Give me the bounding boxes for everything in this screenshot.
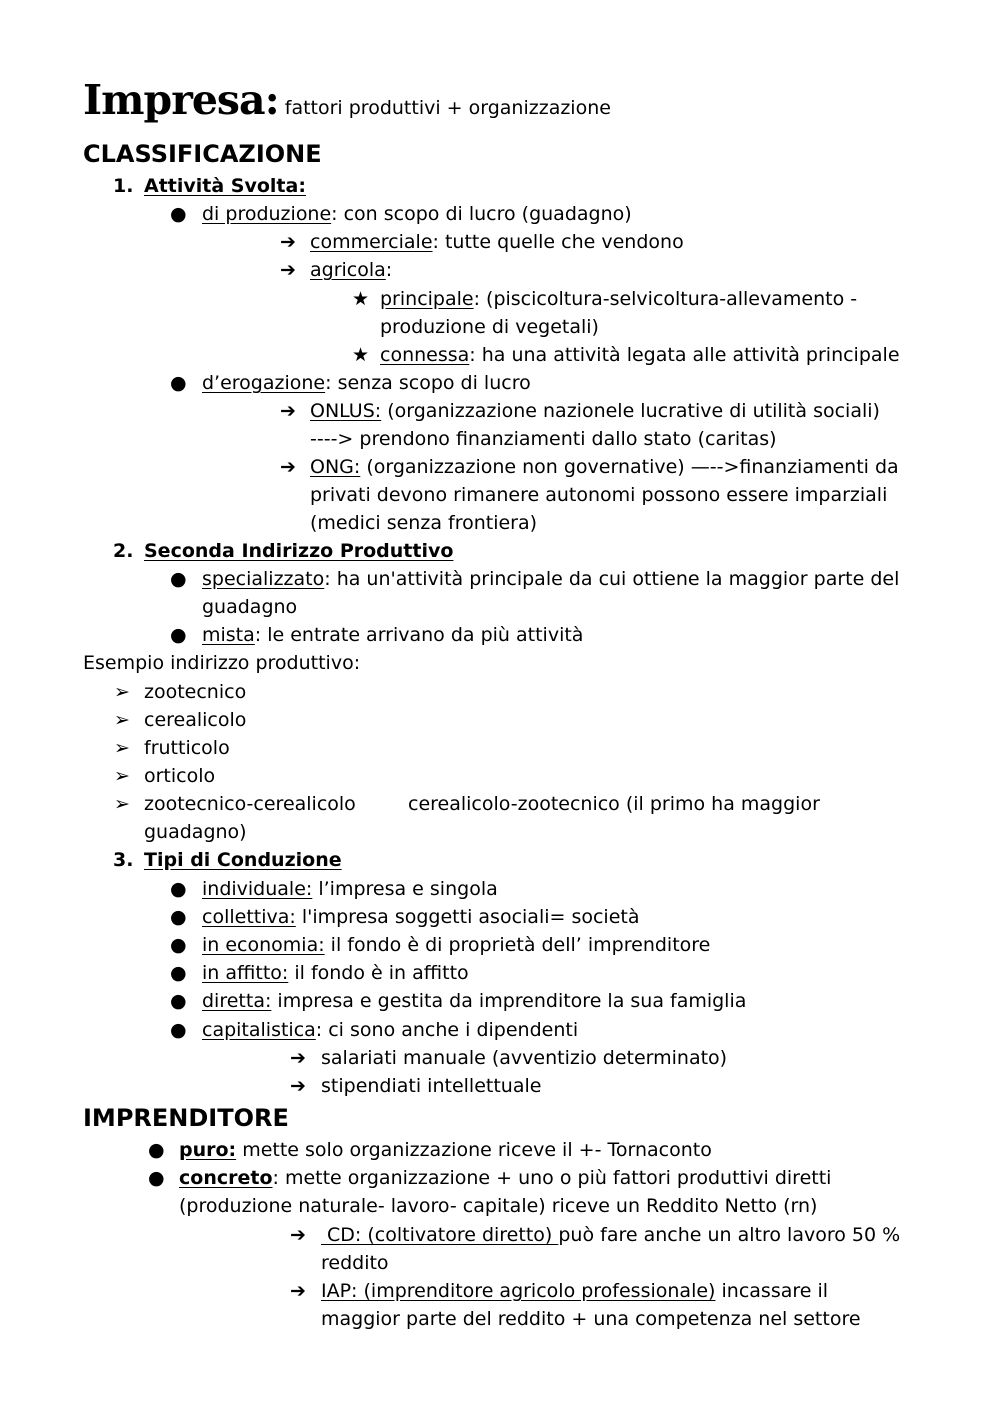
bullet-icon: ● bbox=[170, 1019, 187, 1041]
desc-affitto: il fondo è in affitto bbox=[288, 962, 469, 984]
list-number-3: 3. bbox=[113, 849, 134, 871]
arrow-icon: ➔ bbox=[290, 1280, 306, 1302]
list-item-commerciale bbox=[310, 228, 684, 256]
list-item-example: frutticolo bbox=[144, 737, 230, 759]
list-item-diretta bbox=[202, 987, 746, 1015]
term-diretta: diretta: bbox=[202, 990, 272, 1012]
term-commerciale: commerciale bbox=[310, 231, 433, 253]
list-item-stipendiati: stipendiati intellettuale bbox=[321, 1075, 542, 1097]
arrow-icon: ➔ bbox=[290, 1224, 306, 1246]
bullet-icon: ● bbox=[170, 372, 187, 394]
heading-classificazione: CLASSIFICAZIONE bbox=[83, 140, 322, 168]
desc-concreto-cont: (produzione naturale- lavoro- capitale) riceve un Reddito Netto (rn) bbox=[179, 1195, 818, 1217]
desc-cd-cont: reddito bbox=[321, 1252, 389, 1274]
list-item-principale bbox=[380, 285, 857, 313]
desc-specializzato-cont: guadagno bbox=[202, 596, 298, 618]
term-cd: CD: (coltivatore diretto) bbox=[321, 1224, 559, 1246]
list-item-ong bbox=[310, 453, 899, 481]
title-main: Impresa: bbox=[83, 76, 279, 124]
list-item-mista bbox=[202, 621, 583, 649]
section-tipi-conduzione: Tipi di Conduzione bbox=[144, 849, 342, 871]
desc-capitalistica: : ci sono anche i dipendenti bbox=[315, 1019, 579, 1041]
list-item-collettiva bbox=[202, 903, 640, 931]
term-concreto: concreto bbox=[179, 1167, 273, 1189]
desc-mista: : le entrate arrivano da più attività bbox=[254, 624, 584, 646]
list-item-economia bbox=[202, 931, 710, 959]
bullet-icon: ● bbox=[148, 1139, 165, 1161]
list-item-agricola bbox=[310, 256, 392, 284]
list-number-2: 2. bbox=[113, 540, 134, 562]
term-capitalistica: capitalistica bbox=[202, 1019, 316, 1041]
arrow-icon: ➔ bbox=[290, 1047, 306, 1069]
desc-ong: (organizzazione non governative) —-->finanziamenti da bbox=[360, 456, 899, 478]
list-item-example-c: guadagno) bbox=[144, 821, 247, 843]
list-item-erogazione bbox=[202, 369, 531, 397]
desc-onlus-cont: ----> prendono finanziamenti dallo stato (caritas) bbox=[310, 428, 777, 450]
desc-diretta: impresa e gestita da imprenditore la sua famiglia bbox=[271, 990, 747, 1012]
term-individuale: individuale: bbox=[202, 878, 313, 900]
list-item-individuale bbox=[202, 875, 498, 903]
list-item-iap bbox=[321, 1277, 828, 1305]
star-icon: ★ bbox=[352, 288, 370, 310]
bullet-icon: ● bbox=[170, 962, 187, 984]
bullet-icon: ● bbox=[170, 203, 187, 225]
desc-concreto: : mette organizzazione + uno o più fattori produttivi diretti bbox=[272, 1167, 832, 1189]
chevron-icon: ➢ bbox=[114, 793, 130, 815]
desc-specializzato: : ha un'attività principale da cui ottiene la maggior parte del bbox=[324, 568, 900, 590]
term-ong: ONG: bbox=[310, 456, 361, 478]
arrow-icon: ➔ bbox=[280, 456, 296, 478]
term-specializzato: specializzato bbox=[202, 568, 325, 590]
desc-produzione: : con scopo di lucro (guadagno) bbox=[331, 203, 632, 225]
term-mista: mista bbox=[202, 624, 255, 646]
term-connessa: connessa bbox=[380, 344, 470, 366]
chevron-icon: ➢ bbox=[114, 681, 130, 703]
bullet-icon: ● bbox=[170, 906, 187, 928]
term-iap: IAP: (imprenditore agricolo professionale) bbox=[321, 1280, 716, 1302]
term-agricola: agricola bbox=[310, 259, 386, 281]
desc-collettiva: l'impresa soggetti asociali= società bbox=[295, 906, 640, 928]
term-onlus: ONLUS: bbox=[310, 400, 382, 422]
desc-ong-cont2: (medici senza frontiera) bbox=[310, 512, 538, 534]
bullet-icon: ● bbox=[170, 934, 187, 956]
desc-principale: : (piscicoltura-selvicoltura-allevamento - bbox=[473, 288, 858, 310]
arrow-icon: ➔ bbox=[280, 231, 296, 253]
arrow-icon: ➔ bbox=[280, 259, 296, 281]
term-economia: in economia: bbox=[202, 934, 325, 956]
term-erogazione: d’erogazione bbox=[202, 372, 326, 394]
bullet-icon: ● bbox=[170, 878, 187, 900]
desc-erogazione: : senza scopo di lucro bbox=[325, 372, 531, 394]
term-principale: principale bbox=[380, 288, 474, 310]
list-item-connessa bbox=[380, 341, 900, 369]
section-attivita-svolta: Attività Svolta: bbox=[144, 175, 306, 197]
desc-connessa: : ha una attività legata alle attività principale bbox=[469, 344, 900, 366]
bullet-icon: ● bbox=[170, 624, 187, 646]
list-item-capitalistica bbox=[202, 1016, 578, 1044]
bullet-icon: ● bbox=[148, 1167, 165, 1189]
desc-ong-cont: privati devono rimanere autonomi possono essere imparziali bbox=[310, 484, 888, 506]
list-item-affitto bbox=[202, 959, 469, 987]
list-item-onlus bbox=[310, 397, 880, 425]
term-collettiva: collettiva: bbox=[202, 906, 296, 928]
term-affitto: in affitto: bbox=[202, 962, 289, 984]
desc-cd: può fare anche un altro lavoro 50 % bbox=[558, 1224, 901, 1246]
esempio-label: Esempio indirizzo produttivo: bbox=[83, 652, 361, 674]
bullet-icon: ● bbox=[170, 568, 187, 590]
desc-principale-cont: produzione di vegetali) bbox=[380, 316, 599, 338]
chevron-icon: ➢ bbox=[114, 765, 130, 787]
desc-agricola: : bbox=[385, 259, 393, 281]
list-item-cd bbox=[321, 1221, 900, 1249]
list-item-example: zootecnico bbox=[144, 681, 247, 703]
term-produzione: di produzione bbox=[202, 203, 332, 225]
list-item-concreto bbox=[179, 1164, 831, 1192]
desc-onlus: (organizzazione nazionele lucrative di utilità sociali) bbox=[381, 400, 880, 422]
chevron-icon: ➢ bbox=[114, 737, 130, 759]
heading-imprenditore: IMPRENDITORE bbox=[83, 1104, 289, 1132]
list-item-specializzato bbox=[202, 565, 899, 593]
section-indirizzo-produttivo: Seconda Indirizzo Produttivo bbox=[144, 540, 454, 562]
list-item-example-a: zootecnico-cerealicolo bbox=[144, 793, 356, 815]
list-item-example-b: cerealicolo-zootecnico (il primo ha maggior bbox=[408, 793, 820, 815]
title-subtitle: fattori produttivi + organizzazione bbox=[284, 97, 611, 119]
desc-iap: incassare il bbox=[715, 1280, 829, 1302]
list-item-puro bbox=[179, 1136, 712, 1164]
arrow-icon: ➔ bbox=[290, 1075, 306, 1097]
desc-puro: mette solo organizzazione riceve il +- Tornaconto bbox=[236, 1139, 712, 1161]
chevron-icon: ➢ bbox=[114, 709, 130, 731]
desc-commerciale: : tutte quelle che vendono bbox=[432, 231, 684, 253]
list-item-example: orticolo bbox=[144, 765, 216, 787]
desc-economia: il fondo è di proprietà dell’ imprenditore bbox=[324, 934, 711, 956]
bullet-icon: ● bbox=[170, 990, 187, 1012]
list-item-salariati: salariati manuale (avventizio determinato) bbox=[321, 1047, 728, 1069]
desc-individuale: l’impresa e singola bbox=[312, 878, 498, 900]
list-number-1: 1. bbox=[113, 175, 134, 197]
list-item-produzione bbox=[202, 200, 632, 228]
desc-iap-cont: maggior parte del reddito + una competenza nel settore bbox=[321, 1308, 861, 1330]
star-icon: ★ bbox=[352, 344, 370, 366]
list-item-example: cerealicolo bbox=[144, 709, 247, 731]
arrow-icon: ➔ bbox=[280, 400, 296, 422]
document-title bbox=[83, 74, 611, 134]
term-puro: puro: bbox=[179, 1139, 237, 1161]
